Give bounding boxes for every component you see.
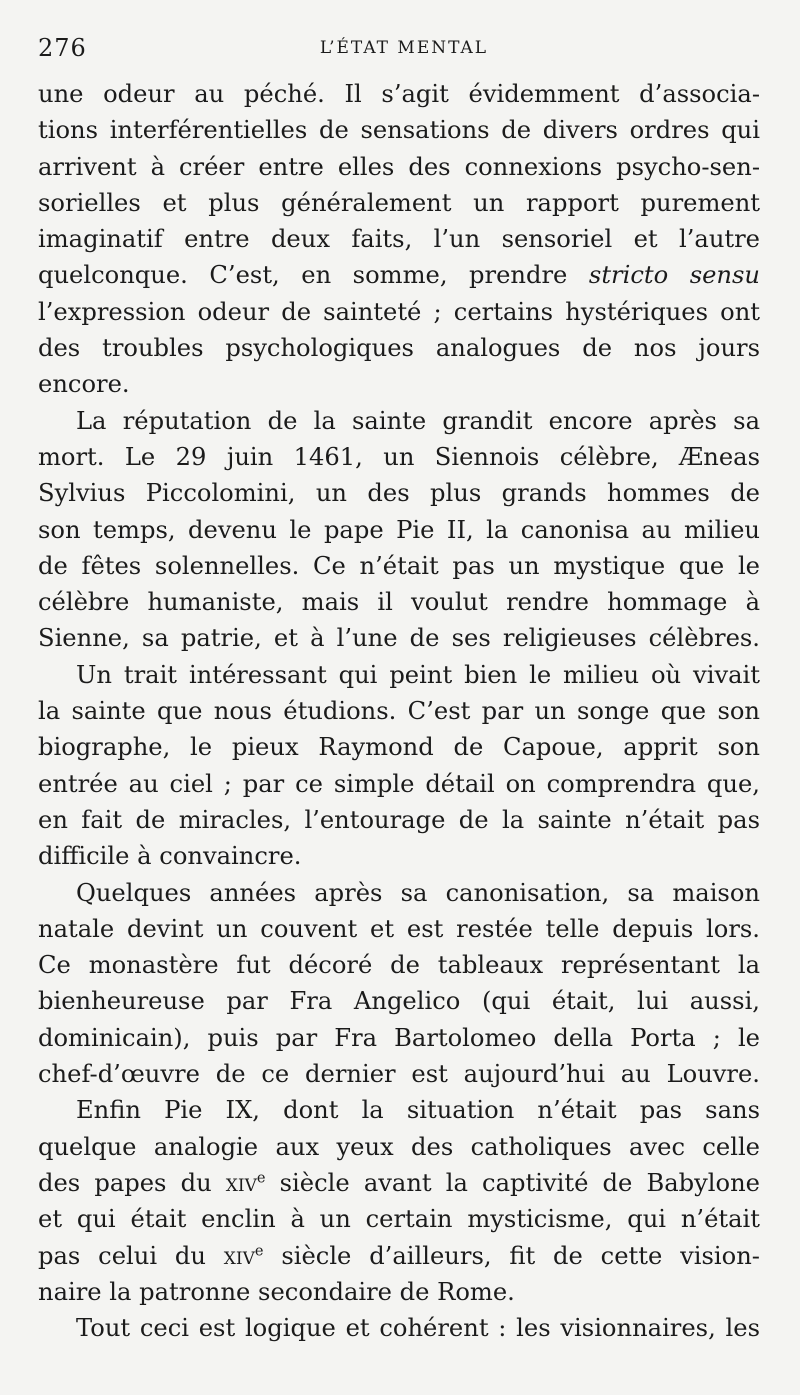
text-line: Tout ceci est logique et cohérent : les visionnaires, les [76,1314,760,1343]
text-line: bienheureuse par Fra Angelico (qui était, lui aussi, [38,987,760,1016]
text-line: Un trait intéressant qui peint bien le milieu où vivait [76,660,760,689]
body-text [38,76,760,1346]
text-line [38,1238,760,1274]
text-line: en fait de miracles, l’entourage de la sainte n’était pas [38,805,760,834]
text-line: dominicain), puis par Fra Bartolomeo della Porta ; le [38,1023,760,1052]
superscript: e [256,1170,266,1187]
running-title: L’ÉTAT MENTAL [319,38,489,58]
text-line: Sienne, sa patrie, et à l’une de ses religieuses célèbres. [38,624,760,653]
text-line: son temps, devenu le pape Pie II, la canonisa au milieu [38,515,760,544]
text-line: des troubles psychologiques analogues de nos jours [38,334,760,363]
text-line: Ce monastère fut décoré de tableaux représentant la [38,951,760,980]
text-line: Sylvius Piccolomini, un des plus grands hommes de [38,479,760,508]
line-segment: quelconque. C’est, en somme, prendre [38,261,568,290]
text-line: La réputation de la sainte grandit encore après sa [76,406,760,435]
text-line: encore. [38,370,130,399]
page-header [38,34,770,64]
century-numeral: xiv [225,1168,257,1197]
text-line: célèbre humaniste, mais il voulut rendre hommage à [38,588,760,617]
text-line: la sainte que nous étudions. C’est par un songe que son [38,697,760,726]
century-numeral: xiv [223,1241,255,1270]
text-line [38,257,760,293]
text-line: Quelques années après sa canonisation, sa maison [76,878,760,907]
line-segment: siècle avant la captivité de Babylone [279,1168,760,1197]
text-line: sorielles et plus généralement un rapport purement [38,188,760,217]
text-line: quelque analogie aux yeux des catholiques avec celle [38,1132,760,1161]
text-line: une odeur au péché. Il s’agit évidemment d’associa- [38,80,760,108]
text-line: tions interférentielles de sensations de divers ordres qui [38,116,760,145]
text-line: entrée au ciel ; par ce simple détail on comprendra que, [38,769,760,798]
text-line: de fêtes solennelles. Ce n’était pas un mystique que le [38,551,760,580]
text-line: mort. Le 29 juin 1461, un Siennois célèbre, Æneas [38,442,760,471]
text-line: Enfin Pie IX, dont la situation n’était pas sans [76,1096,760,1125]
line-segment: des papes du [38,1168,212,1197]
text-line: l’expression odeur de sainteté ; certains hystériques ont [38,297,760,326]
text-line: natale devint un couvent et est restée telle depuis lors. [38,914,760,943]
text-line: chef-d’œuvre de ce dernier est aujourd’hui au Louvre. [38,1060,760,1089]
italic-phrase: stricto sensu [588,261,760,290]
text-line [38,1165,760,1201]
text-line: imaginatif entre deux faits, l’un sensoriel et l’autre [38,225,760,254]
page-number: 276 [38,34,87,62]
text-line: difficile à convaincre. [38,842,302,871]
superscript: e [254,1242,264,1259]
line-segment: pas celui du [38,1241,206,1270]
text-line: arrivent à créer entre elles des connexions psycho-sen- [38,152,760,181]
text-line: et qui était enclin à un certain mysticisme, qui n’était [38,1205,760,1234]
line-segment: siècle d’ailleurs, fit de cette vision- [281,1241,760,1270]
text-line: naire la patronne secondaire de Rome. [38,1277,515,1306]
text-line: biographe, le pieux Raymond de Capoue, apprit son [38,733,760,762]
